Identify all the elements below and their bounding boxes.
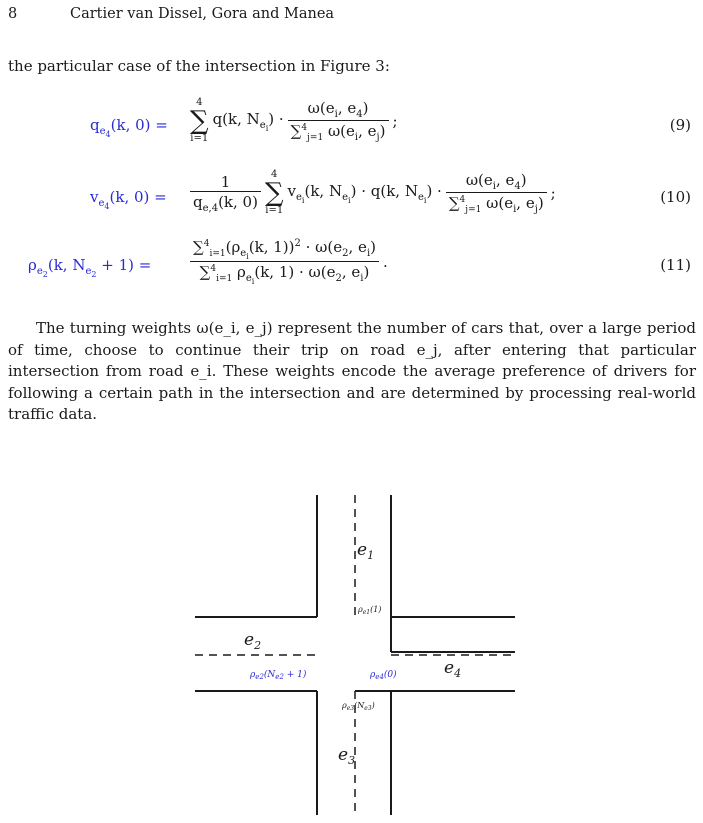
equation-9 (0, 98, 703, 154)
intersection-figure (190, 490, 520, 820)
running-authors: Cartier van Dissel, Gora and Manea (70, 6, 335, 22)
density-rho-e3: $\rho_{e3}(N_{e3})$ (342, 701, 375, 712)
label-e2: $e_2$ (244, 630, 262, 652)
page-number: 8 (8, 6, 18, 22)
equation-11-rhs: $\frac{\sum^4_{i=1}(\rho_{e_i}(k, 1))^2 \cdot \omega(e_2, e_i)}{\sum^4_{i=1} \rho_{e_i}(k, 1) \cdot \omega(e_2, e_i)}$ . (190, 238, 388, 286)
equation-10 (0, 170, 703, 226)
equation-9-tag: (9) (669, 116, 691, 134)
density-rho-e1: $\rho_{e1}(1)$ (358, 605, 382, 616)
fraction: $\frac{\omega(e_i, e_4)}{\sum^4_{j=1} \omega(e_i, e_j)}$ (288, 99, 389, 143)
body-paragraph (8, 318, 696, 426)
equation-10-lhs: $v_{e_4}(k$, 0) = (90, 188, 167, 211)
equation-11-tag: (11) (660, 256, 691, 274)
density-rho-e2: $\rho_{e2}(N_{e2} + 1)$ (250, 670, 307, 681)
sum-symbol: 4 ∑ i=1 (190, 97, 209, 144)
intro-text: the particular case of the intersection in Figure 3: (8, 57, 390, 75)
equation-10-rhs: $\frac{1}{q_{e,4}(k, 0)}$ 4 ∑ i=1 $v_{e_i}(k$, $N_{e_i}) \cdot q(k$, $N_{e_i}$) · $\frac{\omega(e_i, e_4)}{\sum^4_{j=1} \omega(e_i, e_j)}$ ; (190, 170, 556, 216)
equation-10-tag: (10) (660, 188, 691, 206)
equation-9-rhs: 4 ∑ i=1 q(k, $N_{e_i}$) · $\frac{\omega(e_i, e_4)}{\sum^4_{j=1} \omega(e_i, e_j)}$ ; (190, 97, 398, 144)
density-rho-e4: $\rho_{e4}(0)$ (370, 670, 397, 681)
equation-9-lhs: $q_{e_4}(k$, 0) = (90, 116, 168, 139)
label-e3: $e_3$ (338, 745, 356, 767)
equation-11 (0, 238, 703, 294)
paragraph-text: The turning weights ω(e_i, e_j) represent the number of cars that, over a large period of time, choose to continue their trip on road e_j, after entering that particular intersection from road e_i. These weights encode the average preference of drivers for following a certain path in the intersection and are determined by processing real-world traffic data. (8, 319, 696, 423)
page-header (8, 6, 334, 22)
label-e4: $e_4$ (444, 658, 462, 680)
equation-11-lhs: $\rho_{e_2}(k$, $N_{e_2} + 1$) = (28, 256, 152, 279)
label-e1: $e_1$ (357, 540, 375, 562)
